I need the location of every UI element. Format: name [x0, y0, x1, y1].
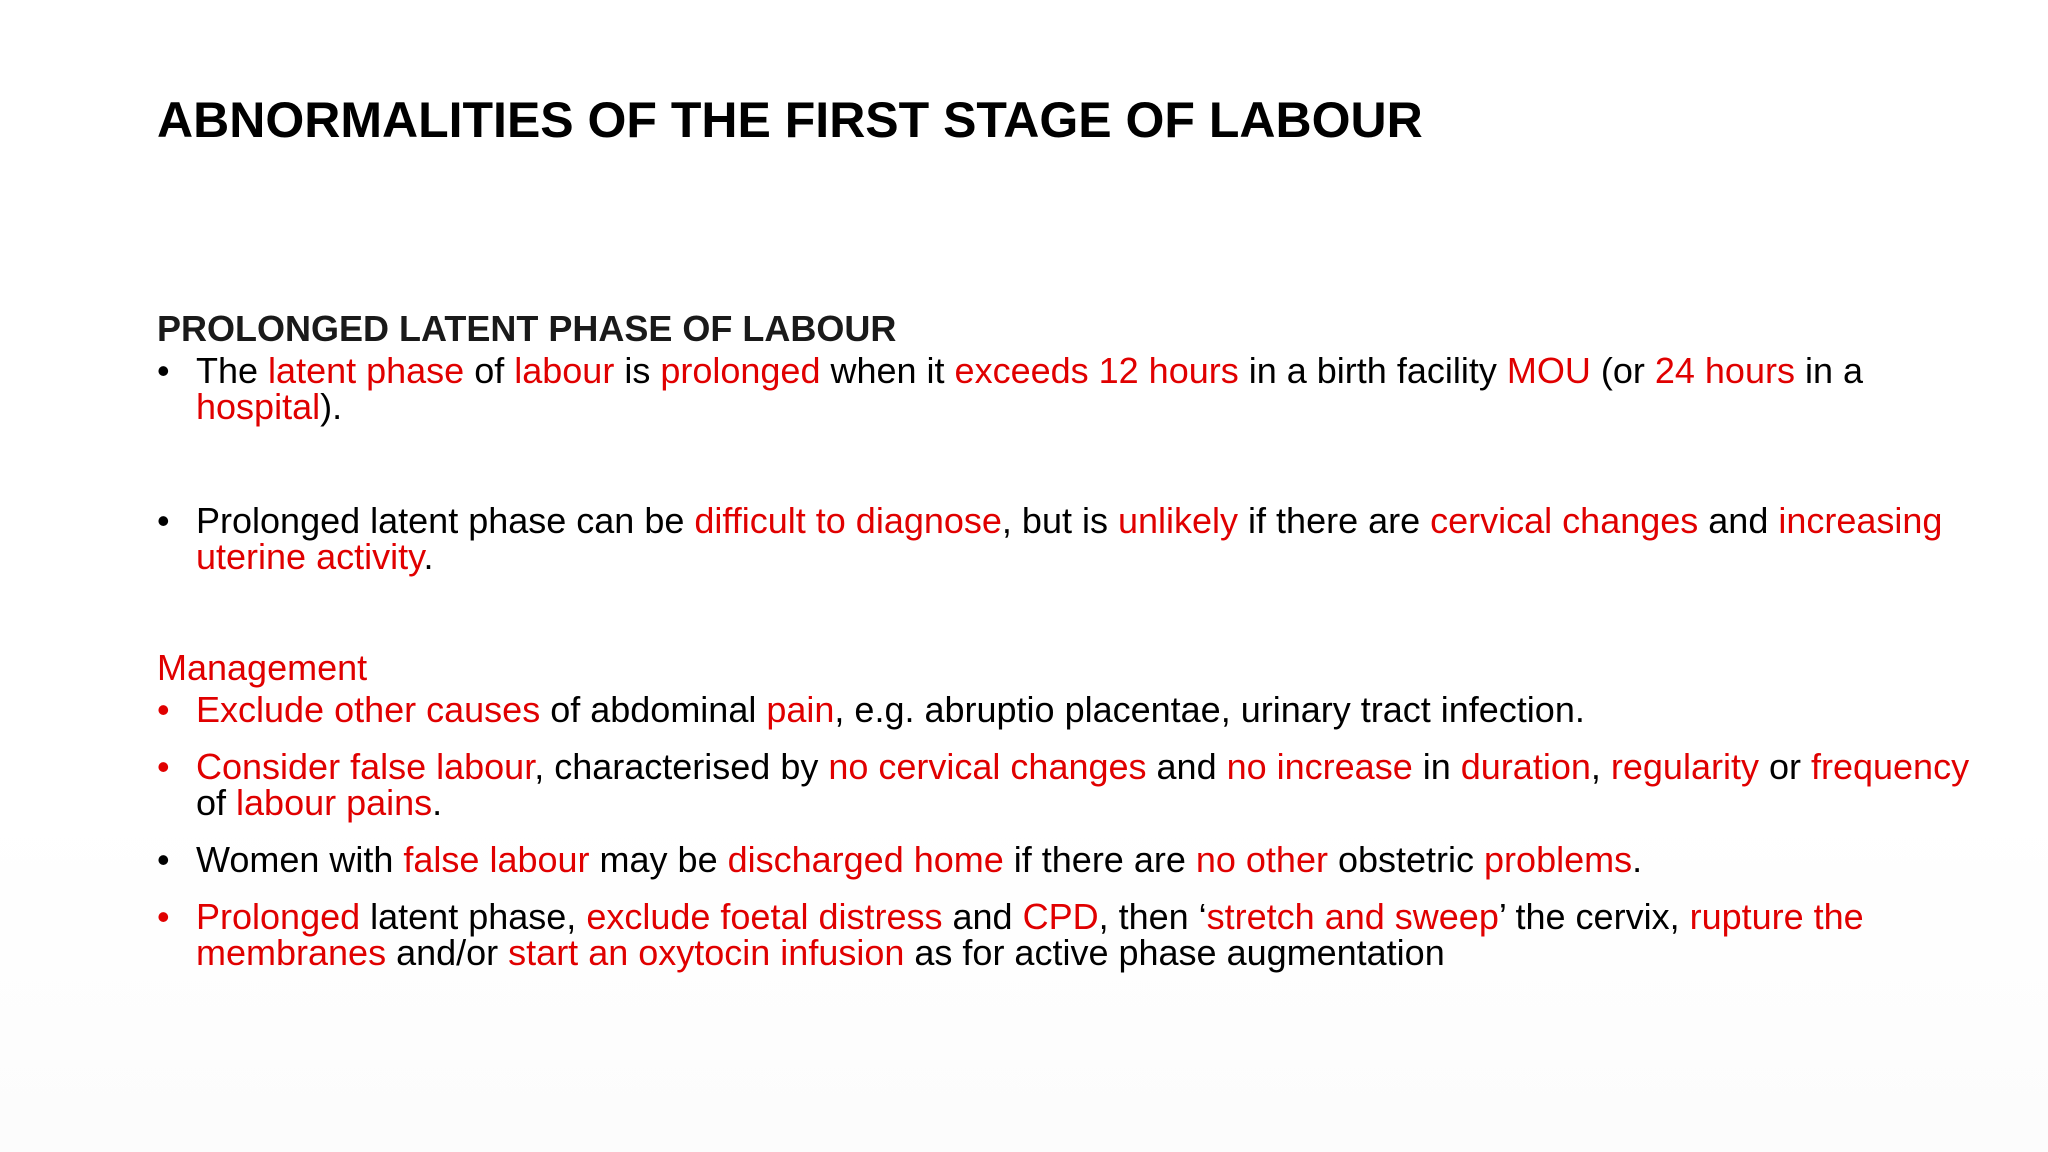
highlight-run: CPD [1022, 896, 1099, 937]
prolonged-latent-phase-list [157, 350, 1977, 577]
bullet-icon: • [157, 839, 170, 880]
text-run: is [614, 350, 661, 391]
highlight-run: stretch and sweep [1206, 896, 1499, 937]
text-run: (or [1590, 350, 1655, 391]
text-run: in a [1794, 350, 1864, 391]
highlight-run: increasing uterine activity [196, 500, 1943, 577]
management-section [157, 644, 1977, 971]
highlight-run: hospital [196, 386, 321, 427]
bullet-icon: • [157, 896, 170, 937]
highlight-run: prolonged [660, 350, 821, 391]
text-run: of abdominal [540, 689, 767, 730]
text-run: of [196, 782, 237, 823]
text-run: ’ the cervix, [1498, 896, 1690, 937]
text-run: in a birth facility [1238, 350, 1507, 391]
highlight-run: regularity [1610, 746, 1759, 787]
bullet-item-women-with-false-labour [157, 839, 1977, 880]
highlight-run: Exclude other causes [196, 689, 541, 730]
highlight-run: difficult to diagnose [694, 500, 1002, 541]
highlight-run: duration [1460, 746, 1591, 787]
bullet-item-latent-phase-definition [157, 350, 1977, 427]
bullet-icon: • [157, 500, 170, 541]
text-run: and [1698, 500, 1779, 541]
text-run: ). [320, 386, 343, 427]
bullet-item-prolonged-latent-phase-action [157, 896, 1977, 973]
bullet-item-consider-false-labour [157, 746, 1977, 823]
text-run: when it [820, 350, 955, 391]
text-run: and/or [386, 932, 509, 973]
highlight-run: no increase [1226, 746, 1413, 787]
text-run: if there are [1238, 500, 1431, 541]
text-run: , characterised by [534, 746, 829, 787]
text-run: as for active phase augmentation [904, 932, 1445, 973]
highlight-run: start an oxytocin infusion [508, 932, 905, 973]
highlight-run: frequency [1810, 746, 1970, 787]
bullet-item-exclude-other-causes [157, 689, 1977, 730]
highlight-run: false labour [403, 839, 590, 880]
highlight-run: problems [1484, 839, 1633, 880]
text-run: and [942, 896, 1023, 937]
highlight-run: no other [1195, 839, 1328, 880]
text-run: may be [589, 839, 728, 880]
highlight-run: Consider false labour [196, 746, 535, 787]
text-run: Women with [196, 839, 404, 880]
text-run: , [1590, 746, 1611, 787]
highlight-run: Prolonged [196, 896, 361, 937]
text-run: latent phase, [360, 896, 587, 937]
text-run: of [464, 350, 515, 391]
highlight-run: exclude foetal distress [586, 896, 943, 937]
highlight-run: exceeds 12 hours [954, 350, 1239, 391]
text-run: or [1758, 746, 1811, 787]
text-run: if there are [1003, 839, 1196, 880]
text-run: The [196, 350, 269, 391]
highlight-run: pain [766, 689, 835, 730]
highlight-run: no cervical changes [828, 746, 1147, 787]
text-run: . [423, 536, 434, 577]
highlight-run: latent phase [268, 350, 465, 391]
highlight-run: MOU [1506, 350, 1591, 391]
text-run: . [1632, 839, 1643, 880]
text-run: , e.g. abruptio placentae, urinary tract infection. [834, 689, 1585, 730]
highlight-run: rupture the membranes [196, 896, 1864, 973]
highlight-run: labour [514, 350, 615, 391]
text-run: . [432, 782, 443, 823]
text-run: and [1146, 746, 1227, 787]
bullet-icon: • [157, 746, 170, 787]
bullet-icon: • [157, 350, 170, 391]
highlight-run: 24 hours [1654, 350, 1795, 391]
text-run: obstetric [1327, 839, 1485, 880]
highlight-run: discharged home [727, 839, 1004, 880]
text-run: Prolonged latent phase can be [196, 500, 695, 541]
text-run: in [1412, 746, 1461, 787]
highlight-run: labour pains [236, 782, 433, 823]
text-run: , but is [1001, 500, 1118, 541]
management-list [157, 689, 1977, 973]
section-heading-prolonged-latent-phase: PROLONGED LATENT PHASE OF LABOUR [157, 308, 897, 349]
highlight-run: unlikely [1117, 500, 1239, 541]
highlight-run: cervical changes [1430, 500, 1699, 541]
bullet-icon: • [157, 689, 170, 730]
text-run: , then ‘ [1098, 896, 1207, 937]
slide-content [157, 305, 1977, 971]
slide-title: ABNORMALITIES OF THE FIRST STAGE OF LABOUR [157, 92, 1423, 148]
management-heading: Management [157, 647, 368, 688]
bullet-item-difficult-to-diagnose [157, 500, 1977, 577]
